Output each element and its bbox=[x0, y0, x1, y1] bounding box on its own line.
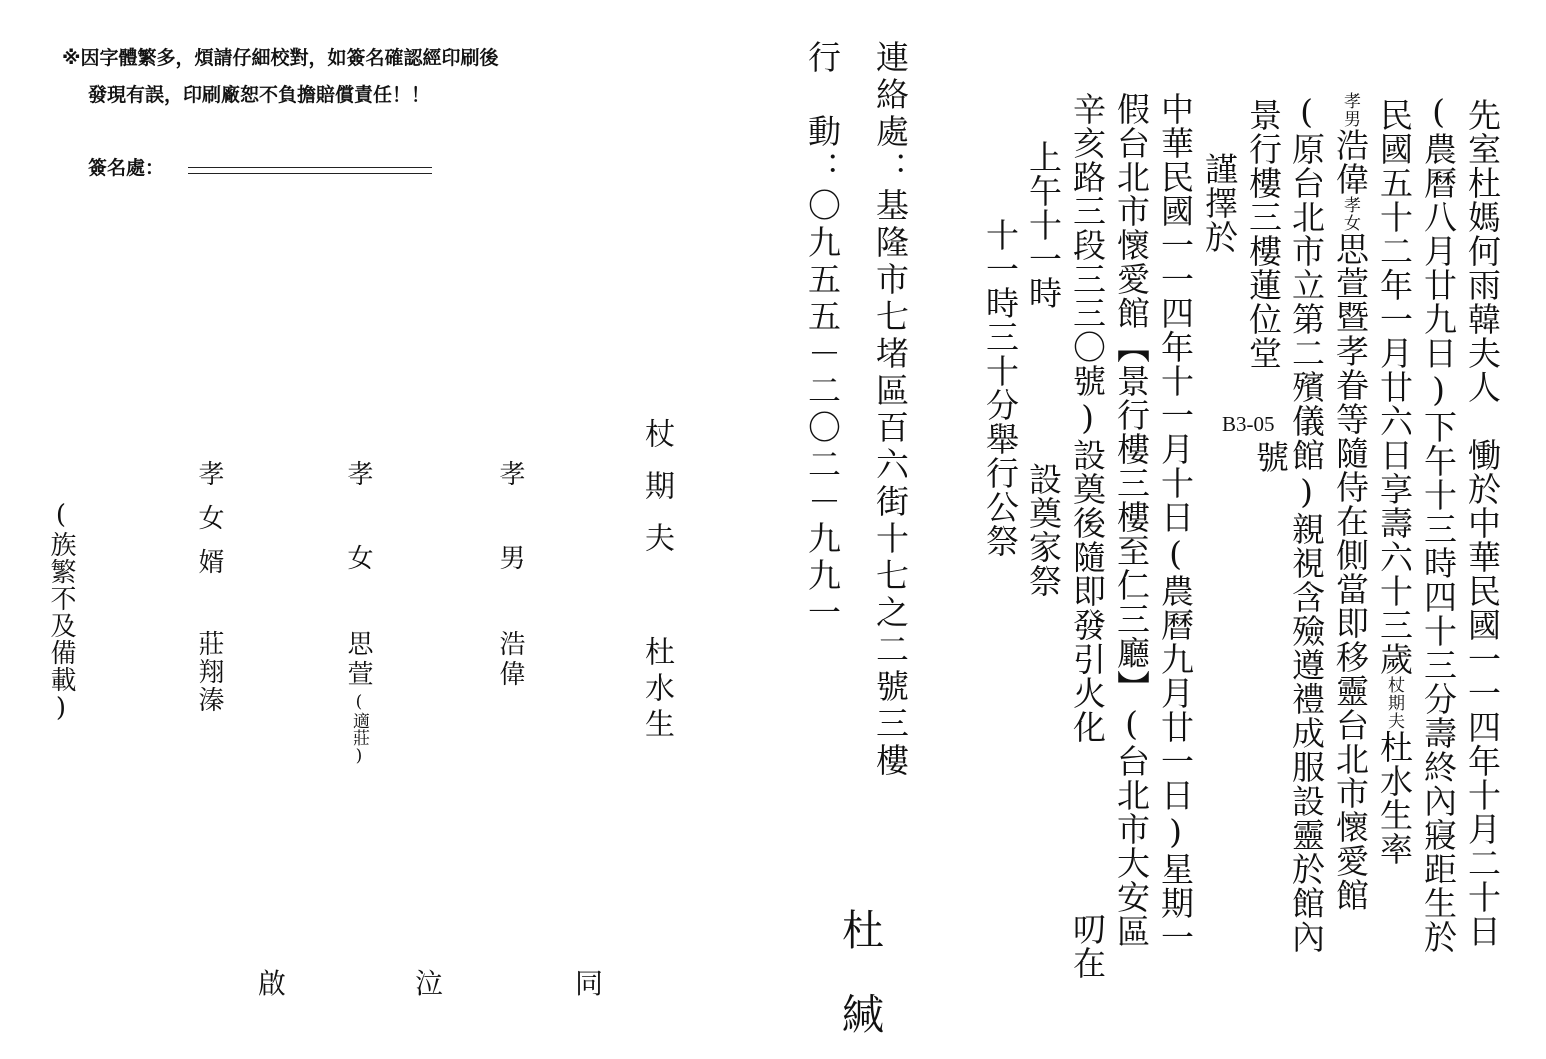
body-column-2: (農曆八月廿九日)下午十三時四十三分壽終內寢距生於 bbox=[1419, 92, 1458, 954]
son-title: 孝男 bbox=[495, 460, 525, 628]
daughter-title: 孝女 bbox=[343, 460, 373, 628]
body-column-8: 中華民國一一四年十一月十日(農曆九月廿一日)星期一 bbox=[1156, 92, 1195, 954]
body-column-3 bbox=[1374, 98, 1414, 866]
plot-suffix: 號 bbox=[1251, 440, 1290, 474]
body-column-6: 景行樓三樓蓮位堂 bbox=[1244, 98, 1283, 370]
body-column-10: 辛亥路三段三三〇號)設奠後隨即發引火化 bbox=[1068, 92, 1107, 744]
body-column-11-tail: 設奠家祭 bbox=[1024, 462, 1063, 598]
salutation-qi: 泣 bbox=[415, 967, 444, 1000]
closing-signature: 杜 緘 bbox=[836, 908, 885, 1034]
husband-name: 杜水生 bbox=[639, 636, 674, 744]
body-column-4c: 孝女 bbox=[1340, 196, 1360, 232]
body-column-5: (原台北市立第二殯儀館)親視含殮遵禮成服設靈於館內 bbox=[1287, 92, 1326, 954]
daughter-note: (適莊) bbox=[349, 692, 369, 766]
notice-line-1: ※因字體繁多，煩請仔細校對，如簽名確認經印刷後 bbox=[62, 47, 499, 69]
signature-line[interactable] bbox=[188, 167, 432, 174]
salutation-tong: 同 bbox=[575, 967, 604, 1000]
son-name: 浩偉 bbox=[495, 630, 525, 690]
body-column-1: 先室杜媽何雨韓夫人 慟於中華民國一一四年十月二十日 bbox=[1463, 98, 1502, 948]
notice-line-2: 發現有誤，印刷廠恕不負擔賠償責任！！ bbox=[88, 84, 431, 106]
body-column-4a: 孝男 bbox=[1340, 92, 1360, 128]
body-column-10-tail: 叨在 bbox=[1068, 912, 1107, 980]
soninlaw-name: 莊翔溱 bbox=[194, 630, 224, 714]
body-column-4 bbox=[1330, 92, 1370, 912]
body-column-3c: 杜水生率 bbox=[1375, 730, 1414, 866]
contact-phone: 行 動：〇九五五－二〇二－九九一 bbox=[803, 40, 842, 632]
daughter-name: 思萱 bbox=[343, 630, 373, 690]
soninlaw-title: 孝女婿 bbox=[194, 460, 224, 592]
body-column-3a: 民國五十二年一月廿六日享壽六十三歲 bbox=[1375, 98, 1414, 676]
husband-title: 杖期夫 bbox=[639, 418, 674, 574]
body-column-3b: 杖期夫 bbox=[1384, 676, 1404, 730]
signature-label: 簽名處： bbox=[88, 157, 165, 179]
body-column-4d: 思萱暨孝眷等隨侍在側當即移靈台北市懷愛館 bbox=[1331, 232, 1370, 912]
body-column-9: 假台北市懷愛館【景行樓三樓至仁三廳】(台北市大安區 bbox=[1112, 92, 1151, 948]
contact-address: 連絡處：基隆市七堵區百六街十七之二號三樓 bbox=[871, 40, 910, 780]
clan-note: (族繁不及備載) bbox=[46, 500, 76, 724]
body-column-12: 十一時三十分舉行公祭 bbox=[981, 218, 1020, 558]
body-column-4b: 浩偉 bbox=[1331, 128, 1370, 196]
plot-number: B3-05 bbox=[1222, 412, 1275, 436]
salutation-qi2: 啟 bbox=[258, 967, 287, 1000]
body-column-11: 上午十一時 bbox=[1024, 140, 1063, 310]
body-column-7: 謹擇於 bbox=[1200, 152, 1239, 254]
